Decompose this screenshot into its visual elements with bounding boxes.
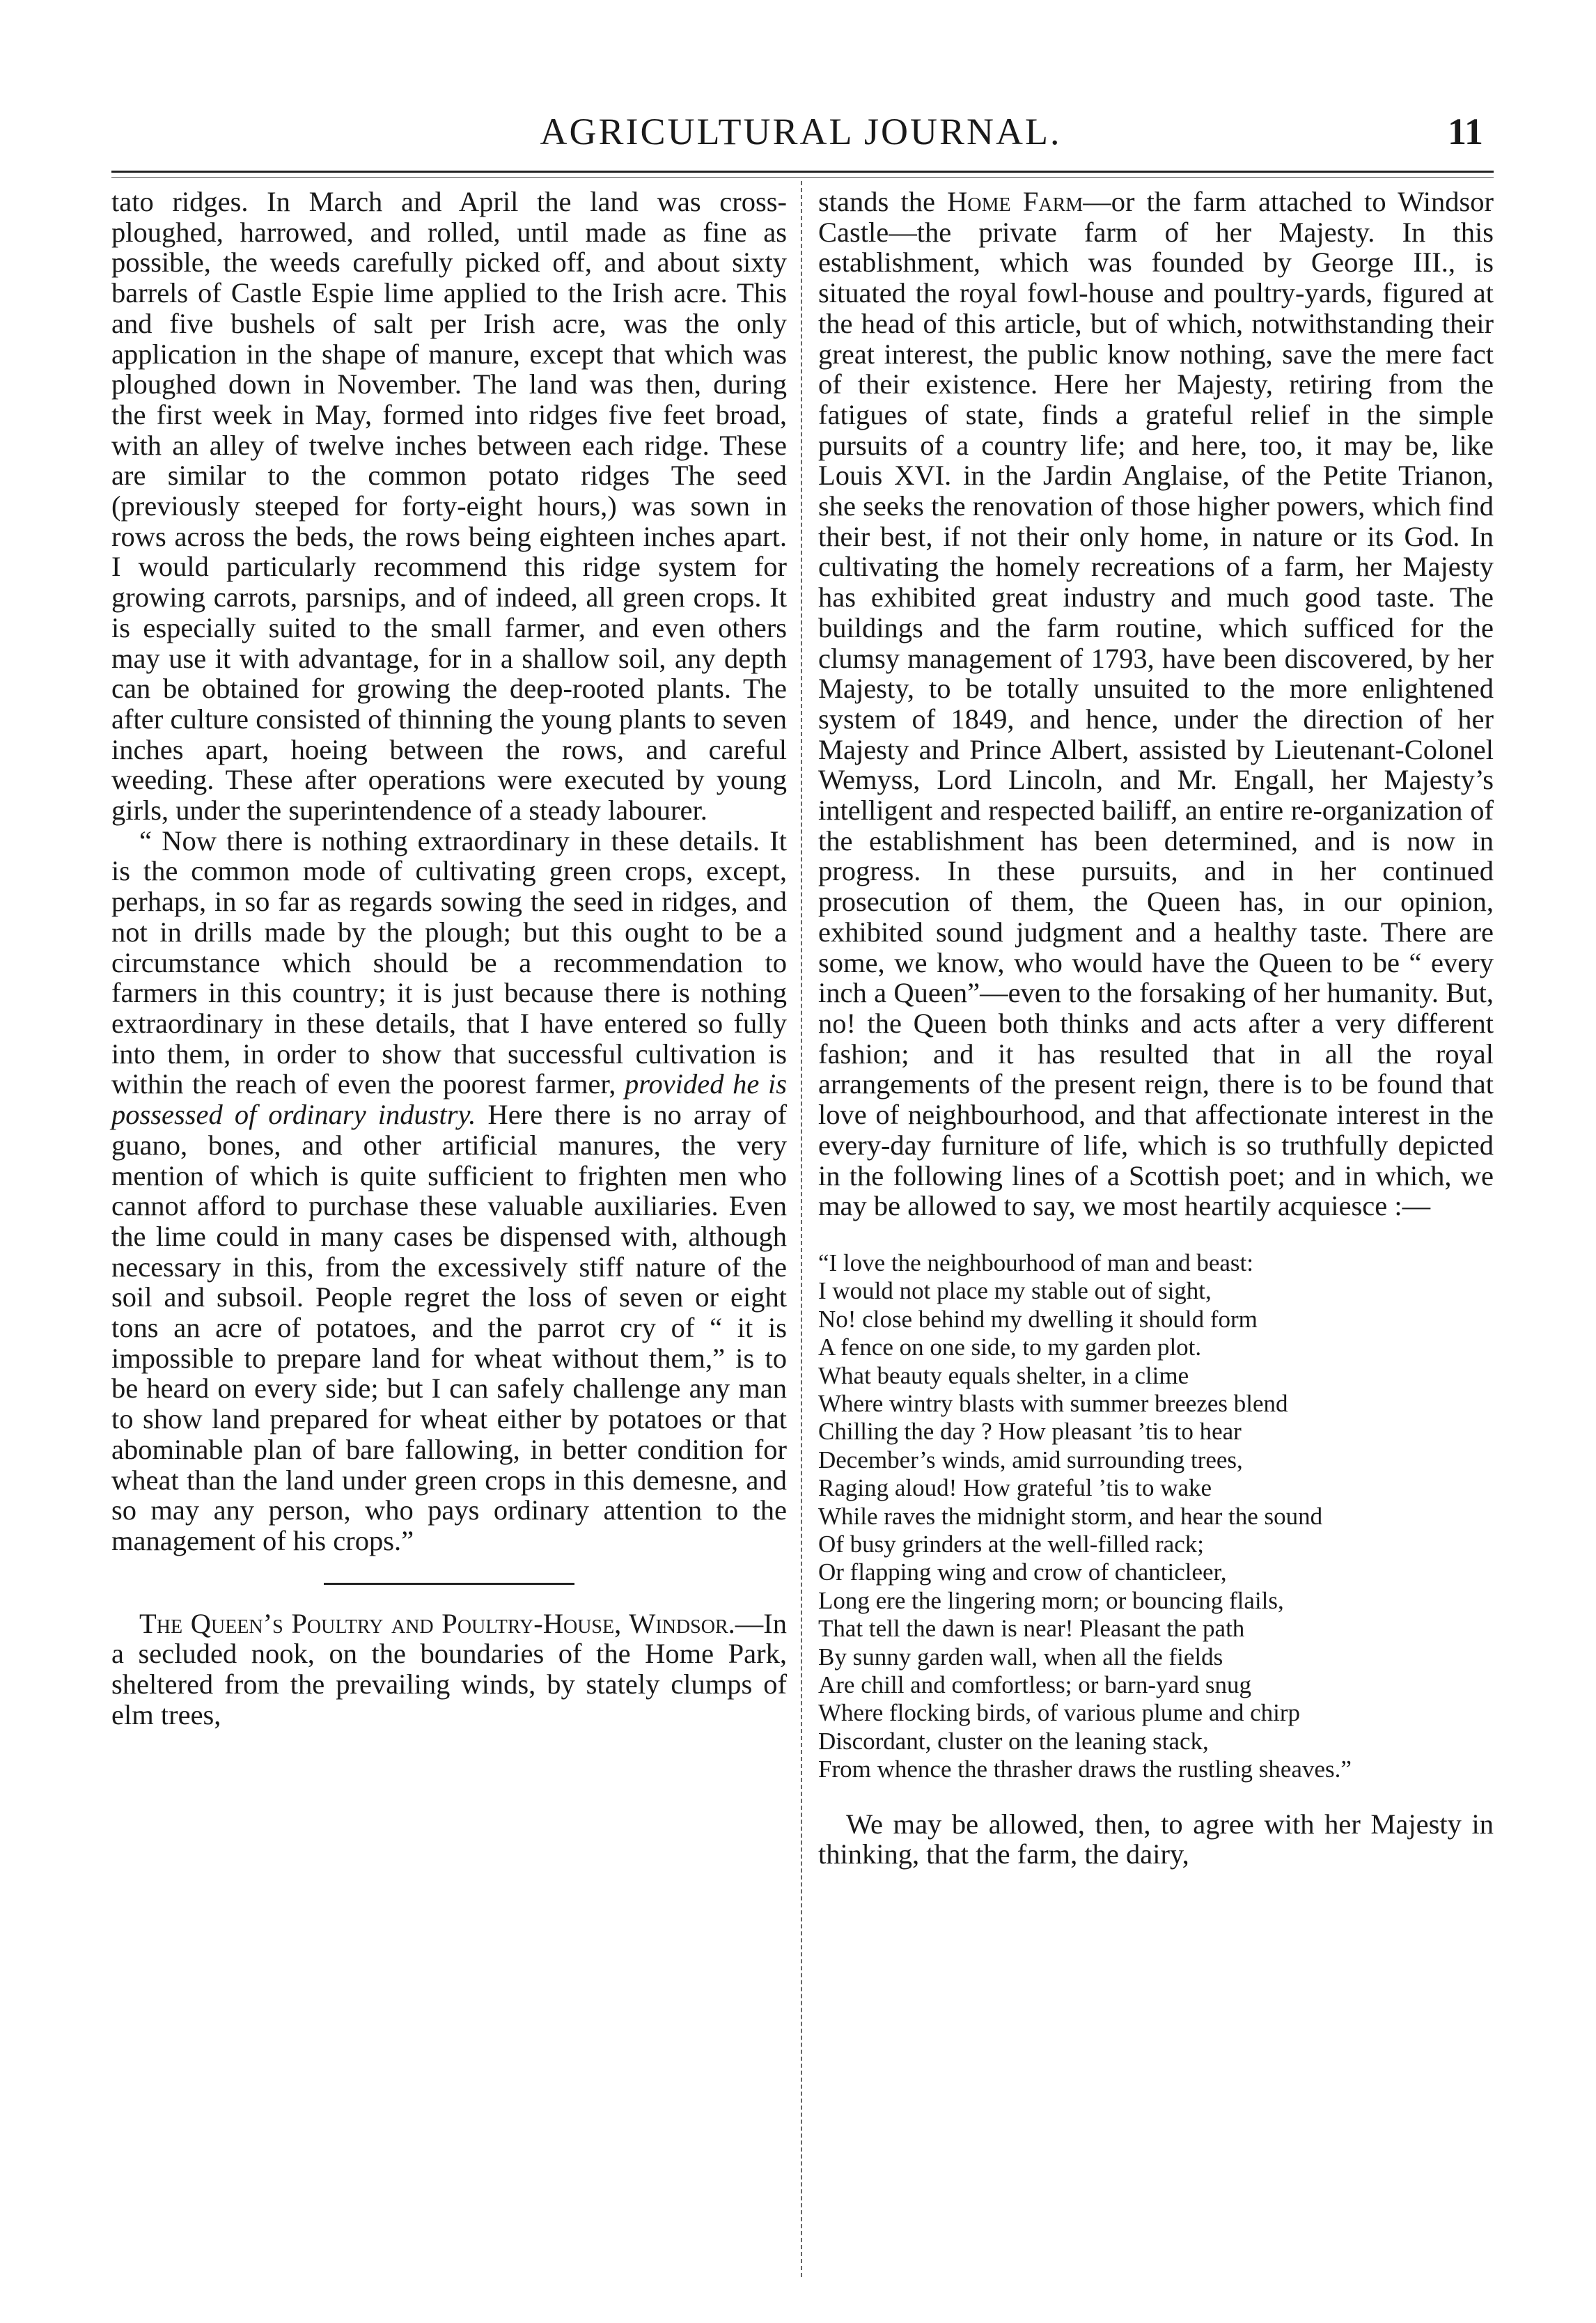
poem-line: “I love the neighbourhood of man and beast: (818, 1249, 1253, 1276)
paragraph: We may be allowed, then, to agree with her Majesty in thinking, that the farm, the dairy, (818, 1808, 1494, 1870)
poem-line: December’s winds, amid surrounding trees, (818, 1446, 1243, 1473)
poem-line: Discordant, cluster on the leaning stack, (818, 1727, 1209, 1755)
poem-line: I would not place my stable out of sight, (818, 1277, 1212, 1305)
poem-line: Where wintry blasts with summer breezes blend (818, 1389, 1288, 1417)
poem-line: Chilling the day ? How pleasant ’tis to hear (818, 1418, 1242, 1446)
poem-line: Where flocking birds, of various plume and chirp (818, 1699, 1301, 1727)
paragraph: tato ridges. In March and April the land was cross-ploughed, harrowed, and rolled, until made as fine as possible, the weeds carefully picked off, and about sixty barrels of Castle Espie lime applied to the Irish acre. This and five bushels of salt per Irish acre, was the only application in the shape of manure, except that which was ploughed down in November. The land was then, during the first week in May, formed into ridges five feet broad, with an alley of twelve inches between each ridge. These are similar to the common potato ridges The seed (previously steeped for forty-eight hours,) was sown in rows across the beds, the rows being eighteen inches apart. I would particularly recommend this ridge system for growing carrots, parsnips, and of indeed, all green crops. It is especially suited to the small farmer, and even others may use it with advantage, for in a shallow soil, any depth can be obtained for growing the deep-rooted plants. The after culture consisted of thinning the young plants to seven inches apart, hoeing between the rows, and careful weeding. These after operations were executed by young girls, under the superintendence of a steady labourer. (111, 186, 787, 827)
poem-line: Long ere the lingering morn; or bouncing flails, (818, 1586, 1284, 1614)
column-divider (801, 181, 802, 2277)
running-header (111, 110, 1490, 166)
right-column (818, 187, 1494, 1870)
header-rule (111, 171, 1494, 173)
poem-line: Of busy grinders at the well-filled rack; (818, 1530, 1204, 1558)
quote-text-continued: Here there is no array of guano, bones, and other artificial manures, the very mention of which is quite sufficient to frighten men who cannot afford to purchase these valuable auxiliaries. Even the lime could in many cases be dispensed with, although necessary in this, from the excessively stiff nature of the soil and subsoil. People regret the loss of seven or eight tons an acre of potatoes, and the parrot cry of “ it is impossible to prepare land for wheat without them,” is to be heard on every side; but I can safely challenge any man to show land prepared for wheat either by potatoes or that abominable plan of bare fallowing, in better condition for wheat than the land under green crops in this demesne, and so may any person, who pays ordinary attention to the management of his crops.” (111, 1099, 787, 1556)
poem-line: Raging aloud! How grateful ’tis to wake (818, 1474, 1212, 1502)
poem-line: By sunny garden wall, when all the fields (818, 1643, 1223, 1671)
poem-line: While raves the midnight storm, and hear the sound (818, 1502, 1323, 1530)
quote-italic-text: provided he is possessed of ordinary industry. (111, 1068, 787, 1131)
header-rule-thin (111, 177, 1494, 178)
poem-line: Are chill and comfortless; or barn-yard snug (818, 1671, 1252, 1698)
home-farm-term: Home Farm (947, 186, 1083, 217)
article-text-continued: —or the farm attached to Windsor Castle—the private farm of her Majesty. In this establishment, which was founded by George III., is situated the royal fowl-house and poultry-yards, figured at the head of this article, but of which, notwithstanding their great interest, the public know nothing, save the mere fact of their existence. Here her Majesty, retiring from the fatigues of state, finds a grateful relief in the simple pursuits of a country life; and here, too, it may be, like Louis XVI. in the Jardin Anglaise, of the Petite Trianon, she seeks the renovation of those higher powers, which find their best, if not their only home, in nature or its God. In cultivating the homely recreations of a farm, her Majesty has exhibited great industry and much good taste. The buildings and the farm routine, which sufficed for the clumsy management of 1793, have been discovered, by her Majesty, to be totally unsuited to the more enlightened system of 1849, and hence, under the direction of her Majesty and Prince Albert, assisted by Lieutenant-Colonel Wemyss, Lord Lincoln, and Mr. Engall, her Majesty’s intelligent and respected bailiff, an entire re-organization of the establishment has been determined, and is now in progress. In these pursuits, and in her continued prosecution of them, the Queen has, in our opinion, exhibited sound judgment and a healthy taste. There are some, we know, who would have the Queen to be “ every inch a Queen”—even to the forsaking of her humanity. But, no! the Queen both thinks and acts after a very different fashion; and it has resulted that in all the royal arrangements of the present reign, there is to be found that love of neighbourhood, and that affectionate interest in the every-day furniture of life, which is so truthfully depicted in the following lines of a Scottish poet; and in which, we may be allowed to say, we most heartily acquiesce :— (818, 186, 1494, 1222)
poem-line: What beauty equals shelter, in a clime (818, 1361, 1189, 1389)
article-opening (111, 1609, 787, 1730)
poem (818, 1249, 1494, 1784)
journal-title: AGRICULTURAL JOURNAL. (540, 111, 1062, 152)
page-number: 11 (1447, 111, 1483, 152)
poem-line: A fence on one side, to my garden plot. (818, 1333, 1202, 1361)
quote-text: “ Now there is nothing extraordinary in these details. It is the common mode of cultivating green crops, except, perhaps, in so far as regards sowing the seed in ridges, and not in drills made by the plough; but this ought to be a circumstance which should be a recommendation to farmers in this country; it is just because there is nothing extraordinary in these details, that I have entered so fully into them, in order to show that successful cultivation is within the reach of even the poorest farmer, (111, 824, 787, 1100)
left-column (111, 187, 787, 1730)
poem-line: No! close behind my dwelling it should form (818, 1305, 1258, 1333)
poem-line: That tell the dawn is near! Pleasant the path (818, 1615, 1245, 1643)
poem-line: Or flapping wing and crow of chanticleer, (818, 1558, 1227, 1586)
quoted-paragraph (111, 826, 787, 1556)
article-heading: The Queen’s Poultry and Poultry-House, Windsor. (139, 1607, 735, 1639)
poem-line: From whence the thrasher draws the rustling sheaves.” (818, 1755, 1352, 1783)
article-continuation (818, 187, 1494, 1221)
article-text: stands the (818, 186, 948, 217)
section-separator (324, 1583, 574, 1585)
article-text: —In a secluded nook, on the boundaries of the Home Park, sheltered from the prevailing winds, by stately clumps of elm trees, (111, 1607, 787, 1730)
